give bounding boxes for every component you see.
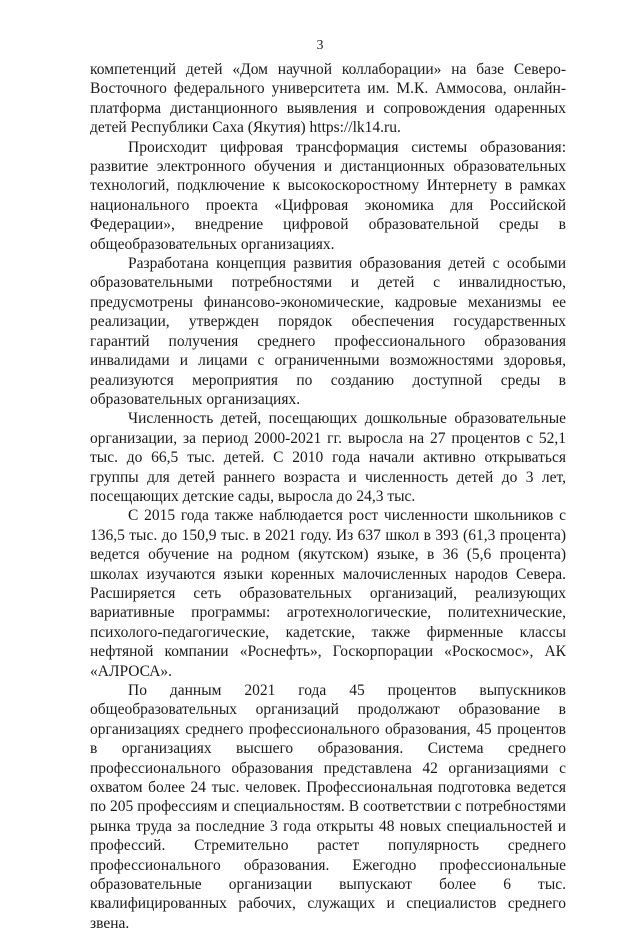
paragraph-special-needs: Разработана концепция развития образования детей с особыми образовательными потребностями и детей с инвалидностью, предусмотрены финансово-экономические, кадровые механизмы ее реализации, утвержден порядок обеспечения государственных гарантий получения среднего профессионального образования инвалидами и лицами с ограниченными возможностями здоровья, реализуются мероприятия по созданию доступной среды в образовательных организациях. xyxy=(90,255,566,408)
paragraph-vocational: По данным 2021 года 45 процентов выпускников общеобразовательных организаций продолжают образование в организациях среднего профессионального образования, 45 процентов в организациях высшего образования. Система среднего профессионального образования представлена 42 организациями с охватом более 24 тыс. человек. Профессиональная подготовка ведется по 205 профессиям и специальностям. В соответствии с потребностями рынка труда за последние 3 года открыты 48 новых специальностей и профессий. Стремительно растет популярность среднего профессионального образования. Ежегодно профессиональные образовательные организации выпускают более 6 тыс. квалифицированных рабочих, служащих и специалистов среднего звена. xyxy=(90,682,566,932)
paragraph-schools: С 2015 года также наблюдается рост численности школьников с 136,5 тыс. до 150,9 тыс. в 2021 году. Из 637 школ в 393 (61,3 процента) ведется обучение на родном (якутском) языке, в 36 (5,6 процента) школах изучаются языки коренных малочисленных народов Севера. Расширяется сеть образовательных организаций, реализующих вариативные программы: агротехнологические, политехнические, психолого-педагогические, кадетские, также фирменные классы нефтяной компании «Роснефть», Госкорпорации «Роскосмос», АК «АЛРОСА». xyxy=(90,507,566,680)
document-body xyxy=(90,60,566,933)
page-number: 3 xyxy=(316,38,324,53)
paragraph-preschool: Численность детей, посещающих дошкольные образовательные организации, за период 2000-2021 гг. выросла на 27 процентов с 52,1 тыс. до 66,5 тыс. детей. С 2010 года начали активно открываться группы для детей раннего возраста и численность детей до 3 лет, посещающих детские сады, выросла до 24,3 тыс. xyxy=(90,410,566,505)
paragraph-continuation: компетенций детей «Дом научной коллаборации» на базе Северо-Восточного федерального университета им. М.К. Аммосова, онлайн-платформа дистанционного выявления и сопровождения одаренных детей Республики Саха (Якутия) https://lk14.ru. xyxy=(90,61,566,137)
paragraph-digital-transformation: Происходит цифровая трансформация системы образования: развитие электронного обучения и дистанционных образовательных технологий, подключение к высокоскоростному Интернету в рамках национального проекта «Цифровая экономика для Российской Федерации», внедрение цифровой образовательной среды в общеобразовательных организациях. xyxy=(90,138,566,253)
